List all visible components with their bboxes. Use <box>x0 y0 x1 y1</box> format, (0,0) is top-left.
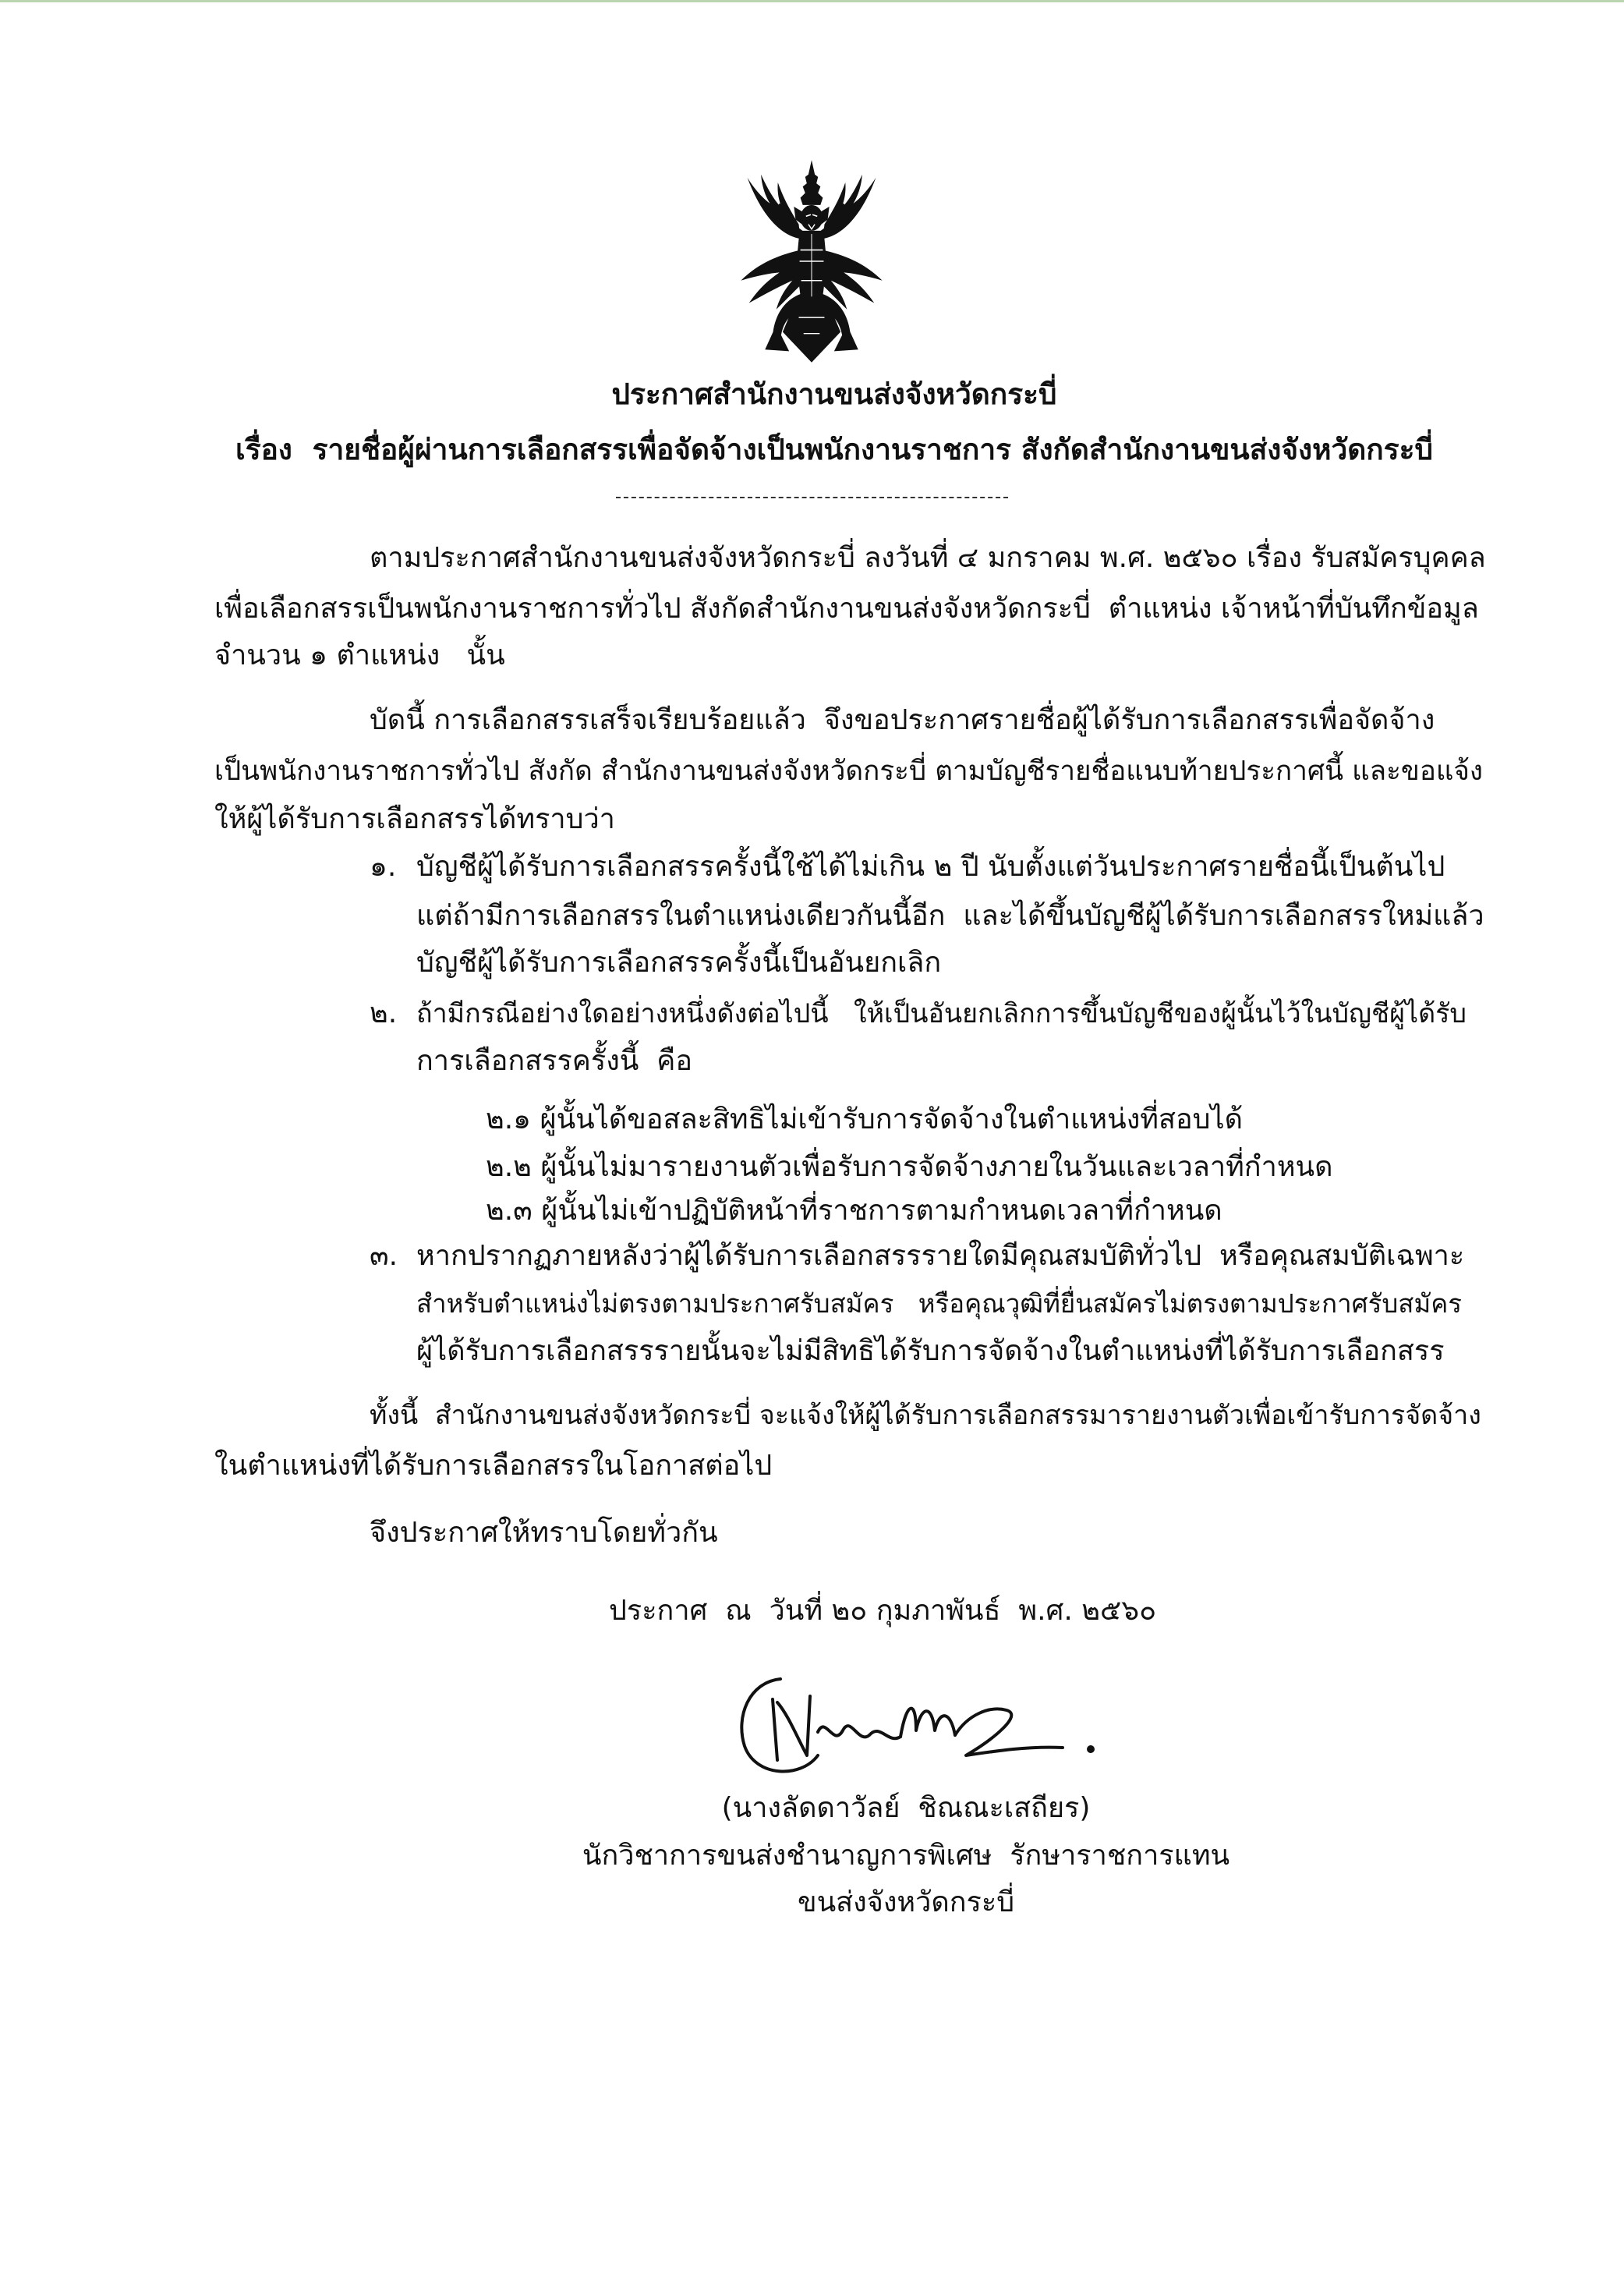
garuda-emblem-icon <box>731 160 892 363</box>
announcement-date: ประกาศ ณ วันที่ ๒๐ กุมภาพันธ์ พ.ศ. ๒๕๖๐ <box>609 1595 1157 1627</box>
sub-item: ๒.๑ ผู้นั้นได้ขอสละสิทธิไม่เข้ารับการจัดจ้างในตำแหน่งที่สอบได้ <box>486 1103 1243 1135</box>
document-title: ประกาศสำนักงานขนส่งจังหวัดกระบี่ <box>611 377 1057 411</box>
signatory-position: นักวิชาการขนส่งชำนาญการพิเศษ รักษาราชการแทน <box>582 1840 1230 1872</box>
paragraph-1-line: เพื่อเลือกสรรเป็นพนักงานราชการทั่วไป สังกัดสำนักงานขนส่งจังหวัดกระบี่ ตำแหน่ง เจ้าหน้าที่บันทึกข้อมูล <box>214 593 1479 625</box>
paragraph-3-line: ทั้งนี้ สำนักงานขนส่งจังหวัดกระบี่ จะแจ้งให้ผู้ได้รับการเลือกสรรมารายงานตัวเพื่อเข้ารับการจัดจ้าง <box>370 1400 1481 1431</box>
item-number: ๓. <box>370 1240 398 1272</box>
title-separator <box>616 497 1008 498</box>
handwritten-signature-icon <box>732 1668 1106 1781</box>
sub-item: ๒.๓ ผู้นั้นไม่เข้าปฏิบัติหน้าที่ราชการตามกำหนดเวลาที่กำหนด <box>486 1195 1222 1227</box>
paragraph-1-line: จำนวน ๑ ตำแหน่ง นั้น <box>214 639 505 671</box>
item-2-line: การเลือกสรรครั้งนี้ คือ <box>416 1045 692 1077</box>
item-3-line: ผู้ได้รับการเลือกสรรรายนั้นจะไม่มีสิทธิได้รับการจัดจ้างในตำแหน่งที่ได้รับการเลือกสรร <box>416 1335 1445 1367</box>
item-1-line: บัญชีผู้ได้รับการเลือกสรรครั้งนี้ใช้ได้ไม่เกิน ๒ ปี นับตั้งแต่วันประกาศรายชื่อนี้เป็นต้นไป <box>416 851 1445 883</box>
item-2-line: ถ้ามีกรณีอย่างใดอย่างหนึ่งดังต่อไปนี้ ให้เป็นอันยกเลิกการขึ้นบัญชีของผู้นั้นไว้ในบัญชีผู้ได้รับ <box>416 998 1467 1029</box>
sub-item: ๒.๒ ผู้นั้นไม่มารายงานตัวเพื่อรับการจัดจ้างภายในวันและเวลาที่กำหนด <box>486 1151 1333 1183</box>
item-number: ๑. <box>370 851 397 883</box>
paragraph-2-line: ให้ผู้ได้รับการเลือกสรรได้ทราบว่า <box>214 803 615 835</box>
scan-edge-line <box>0 0 1624 2</box>
item-1-line: บัญชีผู้ได้รับการเลือกสรรครั้งนี้เป็นอันยกเลิก <box>416 947 942 979</box>
document-subject: เรื่อง รายชื่อผู้ผ่านการเลือกสรรเพื่อจัดจ้างเป็นพนักงานราชการ สังกัดสำนักงานขนส่งจังหวัดกระบี่ <box>235 433 1433 466</box>
item-1-line: แต่ถ้ามีการเลือกสรรในตำแหน่งเดียวกันนี้อีก และได้ขึ้นบัญชีผู้ได้รับการเลือกสรรใหม่แล้ว <box>416 900 1484 932</box>
signatory-office: ขนส่งจังหวัดกระบี่ <box>797 1886 1015 1918</box>
paragraph-3-line: ในตำแหน่งที่ได้รับการเลือกสรรในโอกาสต่อไป <box>214 1450 773 1482</box>
paragraph-2-line: บัดนี้ การเลือกสรรเสร็จเรียบร้อยแล้ว จึงขอประกาศรายชื่อผู้ได้รับการเลือกสรรเพื่อจัดจ้าง <box>370 704 1435 736</box>
item-3-line: หากปรากฏภายหลังว่าผู้ได้รับการเลือกสรรรายใดมีคุณสมบัติทั่วไป หรือคุณสมบัติเฉพาะ <box>416 1240 1465 1272</box>
paragraph-2-line: เป็นพนักงานราชการทั่วไป สังกัด สำนักงานขนส่งจังหวัดกระบี่ ตามบัญชีรายชื่อแนบท้ายประกาศนี้ และขอแจ้ง <box>214 756 1484 787</box>
closing-statement: จึงประกาศให้ทราบโดยทั่วกัน <box>370 1517 718 1549</box>
item-3-line: สำหรับตำแหน่งไม่ตรงตามประกาศรับสมัคร หรือคุณวุฒิที่ยื่นสมัครไม่ตรงตามประกาศรับสมัคร <box>416 1288 1462 1319</box>
signatory-name: (นางลัดดาวัลย์ ชิณณะเสถียร) <box>721 1792 1091 1824</box>
paragraph-1-line: ตามประกาศสำนักงานขนส่งจังหวัดกระบี่ ลงวันที่ ๔ มกราคม พ.ศ. ๒๕๖๐ เรื่อง รับสมัครบุคคล <box>370 542 1486 574</box>
item-number: ๒. <box>370 997 398 1029</box>
